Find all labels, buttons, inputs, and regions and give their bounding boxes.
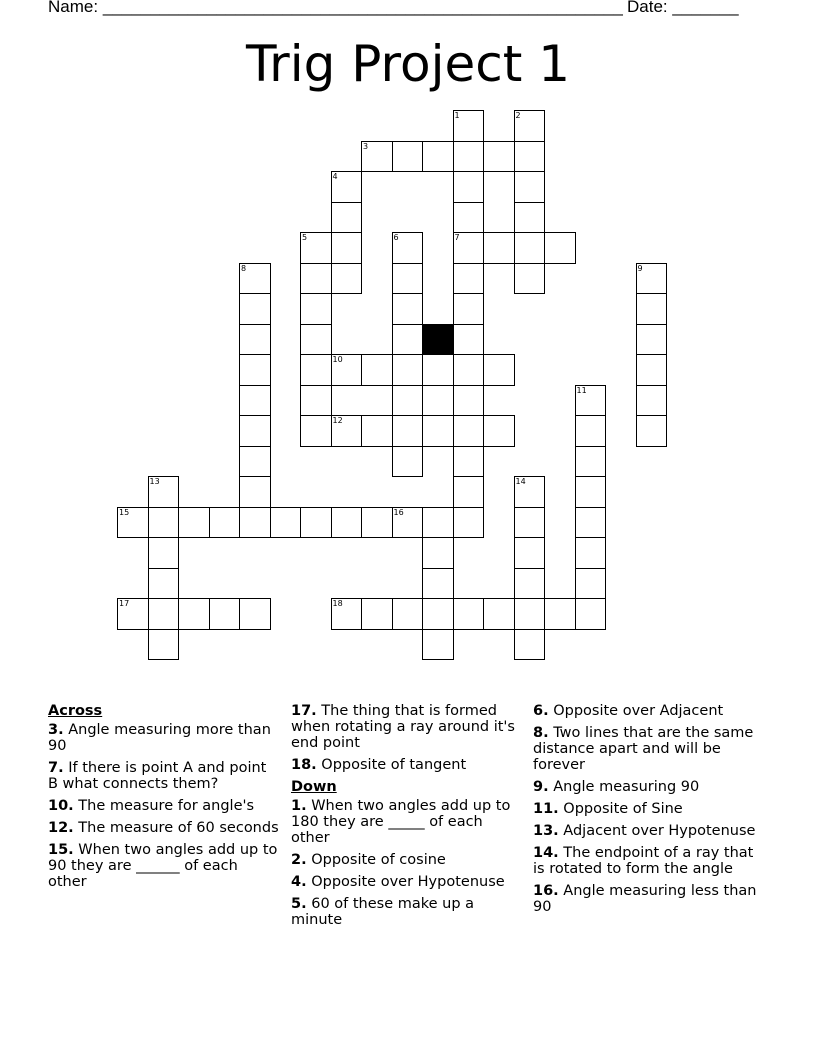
crossword-cell[interactable] xyxy=(453,385,485,417)
crossword-cell[interactable] xyxy=(178,598,210,630)
crossword-cell[interactable] xyxy=(117,598,149,630)
crossword-cell[interactable] xyxy=(483,598,515,630)
crossword-cell[interactable] xyxy=(514,110,546,142)
clue-number: 18 xyxy=(332,599,343,608)
crossword-cell[interactable] xyxy=(514,507,546,539)
crossword-cell[interactable] xyxy=(422,568,454,600)
crossword-cell[interactable] xyxy=(514,141,546,173)
crossword-cell[interactable] xyxy=(392,232,424,264)
crossword-cell[interactable] xyxy=(148,476,180,508)
crossword-cell[interactable] xyxy=(239,598,271,630)
crossword-cell[interactable] xyxy=(239,476,271,508)
down-heading: Down xyxy=(291,779,337,795)
crossword-cell[interactable] xyxy=(209,598,241,630)
clue-number: 16 xyxy=(393,507,404,517)
crossword-cell[interactable] xyxy=(178,507,210,539)
clue-number: 14 xyxy=(515,477,526,486)
crossword-cell[interactable] xyxy=(453,476,485,508)
crossword-cell[interactable] xyxy=(392,507,424,539)
crossword-cell[interactable] xyxy=(422,415,454,447)
crossword-cell[interactable] xyxy=(422,598,454,630)
crossword-cell[interactable] xyxy=(575,446,607,478)
crossword-cell[interactable] xyxy=(453,293,485,325)
crossword-cell[interactable] xyxy=(331,415,363,447)
crossword-cell[interactable] xyxy=(453,232,485,264)
black-square xyxy=(422,324,454,356)
crossword-cell[interactable] xyxy=(453,263,485,295)
crossword-cell[interactable] xyxy=(300,354,332,386)
clue-number: 1 xyxy=(454,111,460,120)
crossword-cell[interactable] xyxy=(209,507,241,539)
clue-number: 11 xyxy=(576,385,587,395)
page-title: Trig Project 1 xyxy=(245,35,571,93)
crossword-cell[interactable] xyxy=(453,202,485,234)
crossword-cell[interactable] xyxy=(483,415,515,447)
crossword-cell[interactable] xyxy=(331,232,363,264)
crossword-cell[interactable] xyxy=(453,110,485,142)
crossword-cell[interactable] xyxy=(422,507,454,539)
crossword-cell[interactable] xyxy=(361,354,393,386)
clue-across-7: 7. If there is point A and point B what connects them? xyxy=(48,760,267,792)
across-heading: Across xyxy=(48,703,103,719)
crossword-cell[interactable] xyxy=(392,293,424,325)
clues-column-3 xyxy=(533,703,765,921)
crossword-cell[interactable] xyxy=(575,507,607,539)
crossword-cell[interactable] xyxy=(239,263,271,295)
crossword-cell[interactable] xyxy=(422,354,454,386)
clue-down-13: 13. Adjacent over Hypotenuse xyxy=(533,823,756,839)
clue-number: 9 xyxy=(637,263,643,273)
clues-column-2 xyxy=(291,703,523,934)
crossword-cell[interactable] xyxy=(117,507,149,539)
crossword-cell[interactable] xyxy=(148,629,180,661)
clue-down-2: 2. Opposite of cosine xyxy=(291,852,446,868)
crossword-cell[interactable] xyxy=(148,598,180,630)
crossword-cell[interactable] xyxy=(392,415,424,447)
crossword-cell[interactable] xyxy=(453,415,485,447)
clue-down-14: 14. The endpoint of a ray that is rotated to form the angle xyxy=(533,845,754,877)
crossword-cell[interactable] xyxy=(636,293,668,325)
crossword-cell[interactable] xyxy=(453,446,485,478)
clue-number: 15 xyxy=(119,507,130,517)
crossword-cell[interactable] xyxy=(392,598,424,630)
crossword-cell[interactable] xyxy=(331,507,363,539)
clue-number: 6 xyxy=(393,233,399,242)
crossword-cell[interactable] xyxy=(636,385,668,417)
crossword-cell[interactable] xyxy=(483,232,515,264)
clue-number: 10 xyxy=(332,355,343,364)
crossword-cell[interactable] xyxy=(453,598,485,630)
crossword-cell[interactable] xyxy=(636,354,668,386)
clue-number: 7 xyxy=(454,233,460,242)
crossword-cell[interactable] xyxy=(453,171,485,203)
crossword-cell[interactable] xyxy=(514,598,546,630)
crossword-cell[interactable] xyxy=(514,232,546,264)
crossword-cell[interactable] xyxy=(300,293,332,325)
clue-down-8: 8. Two lines that are the same distance apart and will be forever xyxy=(533,725,754,773)
crossword-cell[interactable] xyxy=(453,324,485,356)
clue-down-6: 6. Opposite over Adjacent xyxy=(533,703,724,719)
clue-across-3: 3. Angle measuring more than 90 xyxy=(48,722,271,754)
crossword-cell[interactable] xyxy=(361,507,393,539)
crossword-cell[interactable] xyxy=(239,324,271,356)
crossword-cell[interactable] xyxy=(300,415,332,447)
crossword-cell[interactable] xyxy=(239,293,271,325)
crossword-cell[interactable] xyxy=(392,141,424,173)
crossword-cell[interactable] xyxy=(453,141,485,173)
crossword-cell[interactable] xyxy=(422,537,454,569)
crossword-cell[interactable] xyxy=(239,354,271,386)
crossword-cell[interactable] xyxy=(575,568,607,600)
clue-down-5: 5. 60 of these make up a minute xyxy=(291,896,475,928)
crossword-cell[interactable] xyxy=(331,263,363,295)
crossword-cell[interactable] xyxy=(636,415,668,447)
date-blank: _______ xyxy=(672,0,739,16)
name-label: Name: xyxy=(48,0,99,16)
crossword-cell[interactable] xyxy=(392,324,424,356)
clue-number: 12 xyxy=(332,416,343,425)
crossword-cell[interactable] xyxy=(483,141,515,173)
crossword-cell[interactable] xyxy=(148,568,180,600)
clue-down-16: 16. Angle measuring less than 90 xyxy=(533,883,757,915)
clue-down-1: 1. When two angles add up to 180 they are _____ of each other xyxy=(291,798,511,846)
crossword-cell[interactable] xyxy=(514,629,546,661)
crossword-cell[interactable] xyxy=(453,354,485,386)
crossword-cell[interactable] xyxy=(392,385,424,417)
crossword-cell[interactable] xyxy=(239,385,271,417)
crossword-cell[interactable] xyxy=(148,507,180,539)
clue-down-9: 9. Angle measuring 90 xyxy=(533,779,700,795)
crossword-cell[interactable] xyxy=(270,507,302,539)
crossword-cell[interactable] xyxy=(453,507,485,539)
clue-down-11: 11. Opposite of Sine xyxy=(533,801,683,817)
clue-number: 2 xyxy=(515,111,521,120)
crossword-cell[interactable] xyxy=(361,141,393,173)
clue-across-17: 17. The thing that is formed when rotating a ray around it's end point xyxy=(291,703,515,751)
crossword-cell[interactable] xyxy=(300,263,332,295)
clue-down-4: 4. Opposite over Hypotenuse xyxy=(291,874,505,890)
crossword-cell[interactable] xyxy=(300,232,332,264)
clue-number: 17 xyxy=(119,599,130,608)
date-label: Date: xyxy=(627,0,668,16)
crossword-cell[interactable] xyxy=(544,598,576,630)
crossword-cell[interactable] xyxy=(392,354,424,386)
crossword-cell[interactable] xyxy=(514,171,546,203)
clue-number: 8 xyxy=(241,263,247,273)
clues-column-1 xyxy=(48,703,280,896)
crossword-cell[interactable] xyxy=(575,385,607,417)
crossword-cell[interactable] xyxy=(514,537,546,569)
crossword-cell[interactable] xyxy=(483,354,515,386)
clue-across-10: 10. The measure for angle's xyxy=(48,798,255,814)
crossword-cell[interactable] xyxy=(331,354,363,386)
clue-number: 4 xyxy=(332,172,338,181)
crossword-cell[interactable] xyxy=(300,385,332,417)
crossword-cell[interactable] xyxy=(575,537,607,569)
crossword-cell[interactable] xyxy=(422,141,454,173)
clue-across-12: 12. The measure of 60 seconds xyxy=(48,820,279,836)
crossword-cell[interactable] xyxy=(422,629,454,661)
clue-across-15: 15. When two angles add up to 90 they are ______ of each other xyxy=(48,842,278,890)
clue-number: 5 xyxy=(302,233,308,242)
clue-number: 3 xyxy=(363,141,369,151)
crossword-cell[interactable] xyxy=(300,507,332,539)
crossword-cell[interactable] xyxy=(514,263,546,295)
crossword-cell[interactable] xyxy=(392,263,424,295)
crossword-cell[interactable] xyxy=(361,415,393,447)
clue-across-18: 18. Opposite of tangent xyxy=(291,757,467,773)
crossword-cell[interactable] xyxy=(331,171,363,203)
clue-number: 13 xyxy=(149,477,160,486)
crossword-cell[interactable] xyxy=(575,598,607,630)
crossword-cell[interactable] xyxy=(514,476,546,508)
crossword-cell[interactable] xyxy=(300,324,332,356)
name-blank: _______________________________________________________ xyxy=(102,0,623,16)
crossword-cell[interactable] xyxy=(575,415,607,447)
crossword-cell[interactable] xyxy=(575,476,607,508)
crossword-cell[interactable] xyxy=(514,568,546,600)
crossword-cell[interactable] xyxy=(636,263,668,295)
crossword-cell[interactable] xyxy=(514,202,546,234)
crossword-cell[interactable] xyxy=(148,537,180,569)
crossword-cell[interactable] xyxy=(361,598,393,630)
crossword-cell[interactable] xyxy=(636,324,668,356)
crossword-cell[interactable] xyxy=(331,598,363,630)
crossword-cell[interactable] xyxy=(239,446,271,478)
crossword-cell[interactable] xyxy=(331,202,363,234)
crossword-cell[interactable] xyxy=(239,507,271,539)
crossword-cell[interactable] xyxy=(239,415,271,447)
crossword-cell[interactable] xyxy=(392,446,424,478)
crossword-cell[interactable] xyxy=(544,232,576,264)
